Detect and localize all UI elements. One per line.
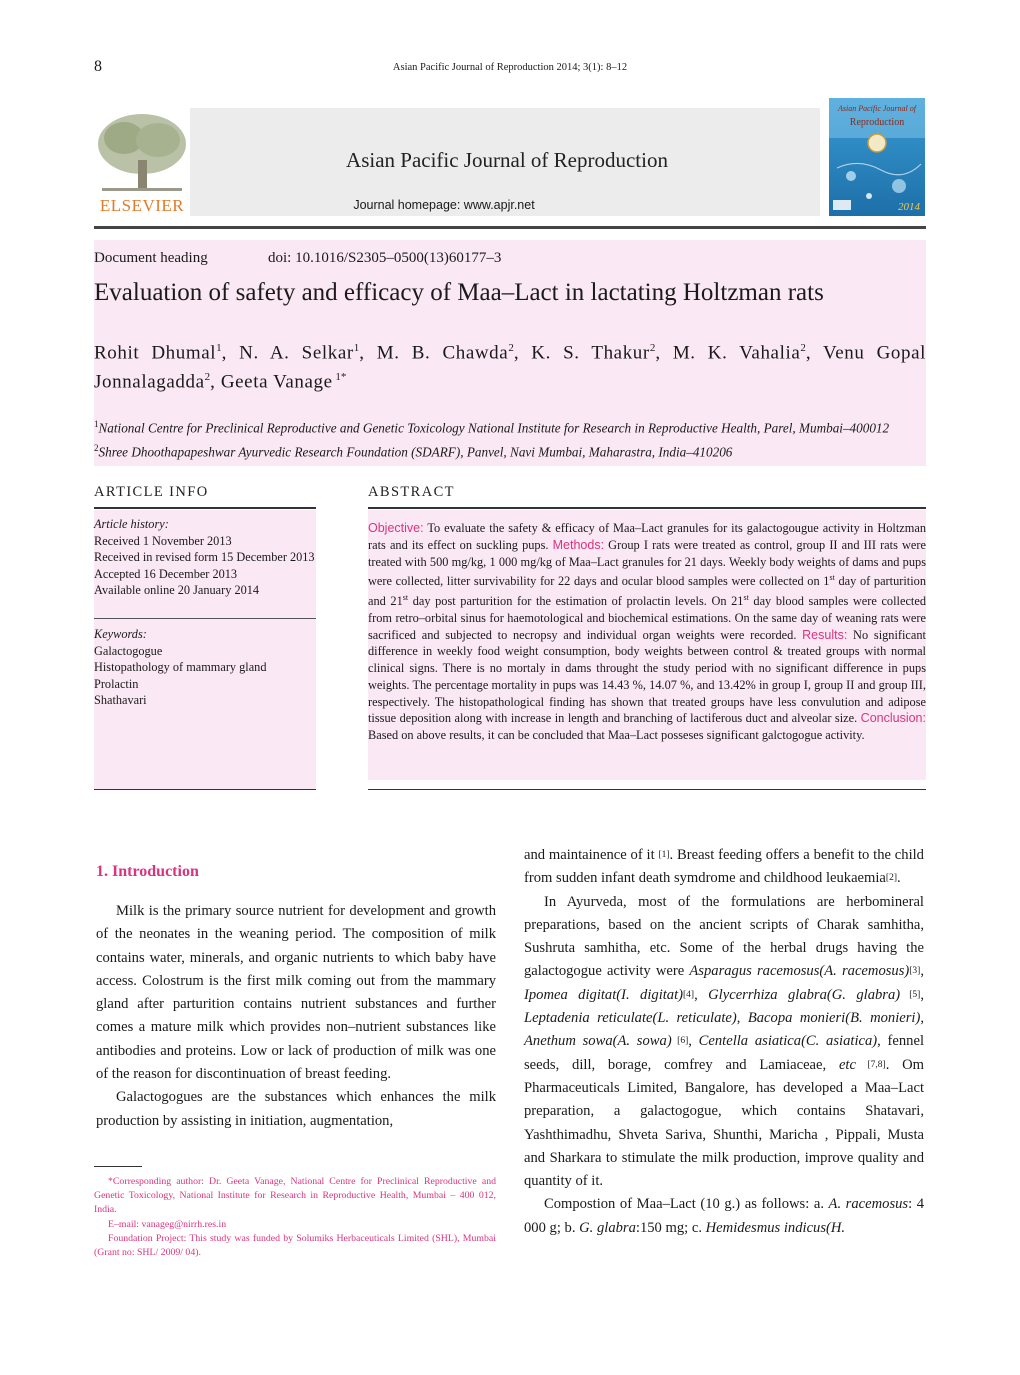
methods-text: day blood samples were collected from retro–orbital sinus for haemotological and biochemical estimations. On the same day of weaning rats were sacrificed and subjected to necropsy and individual organ weights were recorded. <box>368 594 926 642</box>
author-name: M. K. Vahalia <box>672 342 801 364</box>
body-column-right <box>524 844 924 1240</box>
text-run: and maintainence of it <box>524 847 659 863</box>
journal-title: Asian Pacific Journal of Reproduction <box>346 148 668 172</box>
species-name: Glycerrhiza glabra(G. glabra) <box>708 986 901 1003</box>
results-label: Results: <box>802 627 848 642</box>
author-name: Rohit Dhumal <box>94 342 217 364</box>
footnotes <box>94 1175 496 1260</box>
affiliation-text: Shree Dhoothapapeshwar Ayurvedic Research Foundation (SDARF), Panvel, Navi Mumbai, Maharastra, India–410206 <box>98 444 733 460</box>
abstract-heading: ABSTRACT <box>368 484 455 500</box>
author-name: N. A. Selkar <box>239 342 354 364</box>
author-list <box>94 336 926 395</box>
methods-text: Group I rats were treated as control, group II and III rats were treated with 500 mg/kg, 1 000 mg/kg of Maa–Lact granules for 21 days. Weekly body weights of dams and pups were collected, litter survivability for 22 days and ocular blood samples were collected on 1 <box>368 537 926 589</box>
species-name: Centella asiatica(C. asiatica) <box>698 1033 878 1050</box>
text-run: In Ayurveda, most of the formulations are herbomineral preparations, based on the ancient scripts of Charak samhitha, Sushruta samhitha, etc. Some of the herbal drugs having the galactogogue activity were <box>524 893 924 980</box>
conclusion-text: Based on above results, it can be concluded that Maa–Lact posseses significant galctogogue activity. <box>368 728 865 743</box>
text-run: etc <box>838 1056 856 1073</box>
author-separator: , <box>513 342 532 364</box>
ordinal-suffix: st <box>829 573 835 583</box>
article-info-top-rule <box>94 507 316 509</box>
journal-homepage: Journal homepage: www.apjr.net <box>353 198 535 212</box>
author-separator: , <box>655 342 673 364</box>
article-info-heading: ARTICLE INFO <box>94 484 209 500</box>
keyword: Histopathology of mammary gland <box>94 660 267 675</box>
author-affiliation-mark: 2 <box>204 371 211 384</box>
citation-ref[interactable]: [5] <box>900 989 921 1000</box>
keywords-label: Keywords: <box>94 627 147 641</box>
methods-label: Methods: <box>552 537 605 552</box>
methods-text: day post parturition for the estimation of prolactin levels. On 21 <box>408 594 744 609</box>
author-affiliation-mark: 1 <box>353 342 360 354</box>
objective-text: To evaluate the safety & efficacy of Maa–Lact granules for its galactogougue activity in Holtzman rats and its effect on suckling pups. <box>368 521 926 552</box>
abstract-bottom-rule <box>368 789 926 790</box>
ordinal-suffix: st <box>402 593 409 603</box>
journal-cover-image <box>829 98 925 216</box>
citation-ref[interactable]: [2] <box>885 873 897 884</box>
svg-text:2014: 2014 <box>898 201 920 213</box>
paragraph <box>524 891 924 1194</box>
affiliation-mark: 1 <box>94 419 99 429</box>
affiliation-mark: 2 <box>94 443 99 454</box>
history-item: Available online 20 January 2014 <box>94 583 260 598</box>
author-affiliation-mark: 2 <box>800 342 806 354</box>
author-affiliation-mark: 2 <box>649 342 656 354</box>
article-title: Evaluation of safety and efficacy of Maa–Lact in lactating Holtzman rats <box>94 279 824 306</box>
article-info-divider <box>94 618 316 619</box>
text-run: , <box>920 986 924 1003</box>
text-run: , fennel seeds, dill, borage, comfrey and Lamiaceae, <box>524 1033 925 1073</box>
text-run: , <box>694 986 709 1003</box>
species-name: Leptadenia reticulate(L. reticulate), Bacopa monieri(B. monieri), Anethum sowa(A. sowa) <box>524 1010 924 1050</box>
author-affiliation-mark: 2 <box>508 342 514 354</box>
paragraph: Galactogogues are the substances which enhances the milk production by assisting in initiation, augmentation, <box>96 1089 496 1129</box>
keywords <box>94 626 316 709</box>
objective-label: Objective: <box>368 521 424 535</box>
history-item: Accepted 16 December 2013 <box>94 566 238 581</box>
species-name: Asparagus racemosus(A. racemosus) <box>689 963 910 980</box>
keyword: Shathavari <box>94 693 147 708</box>
author-separator: , <box>359 342 377 364</box>
paragraph <box>524 844 924 891</box>
text-run: , <box>688 1033 699 1050</box>
corresponding-author-note: *Corresponding author: Dr. Geeta Vanage, National Centre for Preclinical Reproductive and Genetic Toxicology, National Institute for Research in Reproductive Health, Mumbai – 400 012, India. <box>94 1176 496 1216</box>
keyword: Galactogogue <box>94 643 163 658</box>
funding-note: Foundation Project: This study was funded by Solumiks Herbaceuticals Limited (SHL), Mumbai (Grant no: SHL/ 2009/ 04). <box>94 1232 496 1259</box>
methods-text: day of parturition and 21 <box>368 574 927 609</box>
text-run: Compostion of Maa–Lact (10 g.) as follows: a. <box>544 1196 829 1213</box>
author-affiliation-mark: 1* <box>332 371 347 384</box>
author-name: M. B. Chawda <box>376 342 509 364</box>
author-separator: , <box>221 342 240 364</box>
introduction-heading: 1. Introduction <box>96 863 199 880</box>
results-text: No significant difference in weekly food weight consumption, body weights between control & treated groups with normal clinical signs. There is no mortaly in dams throught the study period with no significant difference in pups weights. The percentage mortality in pups was 14.43 %, 14.07 %, and 13.42% in group I, group II and group III, respectively. The histopathological finding has shown that treated groups have less convulution and adipose tissue deposition along with increase in length and branching of lactiferous duct and alveolar size. <box>368 627 926 726</box>
citation-ref[interactable]: [3] <box>909 966 921 977</box>
header-rule <box>94 226 926 229</box>
affiliations <box>94 414 926 463</box>
species-name: Ipomea digitat(I. digitat) <box>524 986 684 1003</box>
elsevier-tree-icon <box>94 108 190 216</box>
article-history <box>94 516 316 599</box>
email-note: E–mail: vanageg@nirrh.res.in <box>108 1218 227 1230</box>
species-name: Hemidesmus indicus(H. <box>705 1219 846 1236</box>
citation-ref[interactable]: [6] <box>671 1036 689 1047</box>
species-name: A. racemosus <box>828 1196 909 1213</box>
running-header-citation: Asian Pacific Journal of Reproduction 2014; 3(1): 8–12 <box>392 62 628 73</box>
text-run: : 4 000 g; b. <box>524 1196 925 1236</box>
article-info-bottom-rule <box>94 789 316 790</box>
ordinal-suffix: st <box>743 593 749 603</box>
author-affiliation-mark: 1 <box>216 342 222 354</box>
author-separator: , <box>210 371 221 393</box>
history-item: Received in revised form 15 December 2013 <box>94 550 315 565</box>
paragraph <box>524 1193 924 1240</box>
svg-text:ELSEVIER: ELSEVIER <box>99 196 185 215</box>
author-separator: , <box>805 342 824 364</box>
history-label: Article history: <box>94 517 169 531</box>
text-run: . Om Pharmaceuticals Limited, Bangalore, has developed a Maa–Lact preparation, a galactogogue, which contains Shatavari, Yashthimadhu, Shveta Sariva, Shunthi, Maricha , Pippali, Musta and Sharkara to stimulate the milk production, improve quality and quantity of it. <box>524 1056 925 1190</box>
document-heading: Document heading <box>94 250 208 266</box>
species-name: G. glabra <box>579 1219 636 1236</box>
text-run: , <box>920 963 924 980</box>
author-name: Venu Gopal Jonnalagadda <box>94 342 927 393</box>
citation-ref[interactable]: [4] <box>683 989 695 1000</box>
abstract-body <box>368 520 926 744</box>
abstract-top-rule <box>368 507 926 509</box>
footnote-rule <box>94 1166 142 1167</box>
doi: doi: 10.1016/S2305–0500(13)60177–3 <box>268 250 502 266</box>
keyword: Prolactin <box>94 676 139 691</box>
body-column-left <box>96 900 496 1133</box>
conclusion-label: Conclusion: <box>860 711 926 726</box>
affiliation-text: National Centre for Preclinical Reproductive and Genetic Toxicology National Institute for Research in Reproductive Health, Parel, Mumbai–400012 <box>98 420 890 436</box>
author-name: Geeta Vanage <box>220 371 333 393</box>
svg-text:Reproduction: Reproduction <box>849 117 905 128</box>
svg-text:Asian Pacific Journal of: Asian Pacific Journal of <box>838 104 916 113</box>
paragraph: Milk is the primary source nutrient for development and growth of the neonates in the weaning period. The composition of milk contains water, minerals, and organic nutrients to which baby have access. Colostrum is the first milk coming out from the mammary gland after parturition contains nutrient substances and further comes a mature milk which provides non–nutrient substances like antibodies and proteins. Low or lack of production of milk was one of the reason for discontinuation of breast feeding. <box>96 903 496 1083</box>
text-run: . <box>897 870 901 887</box>
author-name: K. S. Thakur <box>531 342 650 364</box>
text-run: . Breast feeding offers a benefit to the child from sudden infant death symdrome and childhood leukaemia <box>524 847 924 887</box>
history-item: Received 1 November 2013 <box>94 533 232 548</box>
elsevier-logo <box>94 108 190 216</box>
citation-ref[interactable]: [7,8] <box>855 1059 886 1070</box>
affiliation-2 <box>94 438 926 462</box>
citation-ref[interactable]: [1] <box>658 850 670 860</box>
text-run: :150 mg; c. <box>635 1219 706 1236</box>
page-number: 8 <box>94 58 102 75</box>
affiliation-1 <box>94 414 926 438</box>
